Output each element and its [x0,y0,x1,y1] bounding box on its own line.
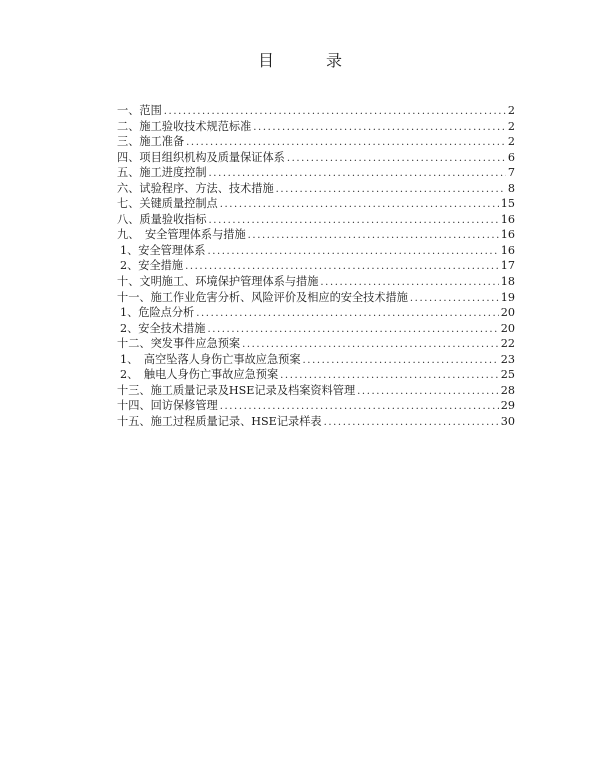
toc-page-number: 6 [507,150,515,164]
toc-page-number: 2 [507,104,515,117]
table-of-contents [117,103,515,429]
toc-entry[interactable] [117,165,515,181]
toc-dot-leader [220,197,499,213]
toc-entry[interactable] [117,398,515,414]
toc-page-number: 2 [507,119,515,133]
toc-dot-leader [220,399,499,415]
toc-entry-title: 四、项目组织机构及质量保证体系 [117,150,285,164]
toc-dot-leader [410,291,499,307]
toc-entry-title: 十一、施工作业危害分析、风险评价及相应的安全技术措施 [117,290,408,304]
toc-dot-leader [207,244,498,260]
toc-page-number: 20 [500,306,515,320]
toc-page-number: 22 [500,337,515,351]
toc-entry[interactable] [117,367,515,383]
toc-entry-title: 一、范围 [117,104,162,117]
toc-dot-leader [303,353,499,369]
toc-entry-title: 1、危险点分析 [120,306,195,320]
toc-page-number: 17 [500,259,515,273]
toc-page-number: 7 [507,166,515,180]
toc-dot-leader [164,104,506,120]
toc-dot-leader [320,275,498,291]
toc-entry-title: 2、 触电人身伤亡事故应急预案 [120,368,279,382]
toc-entry[interactable] [117,227,515,243]
toc-dot-leader [209,166,506,182]
toc-entry-title: 1、安全管理体系 [120,243,206,257]
toc-dot-leader [207,322,498,338]
toc-page-number: 28 [500,383,515,397]
toc-entry-title: 七、关键质量控制点 [117,197,218,211]
toc-entry-title: 十二、突发事件应急预案 [117,337,241,351]
toc-entry-title: 十三、施工质量记录及HSE记录及档案资料管理 [117,383,356,397]
toc-entry-title: 六、试验程序、方法、技术措施 [117,181,274,195]
toc-page-number: 16 [500,243,515,257]
toc-page-number: 8 [507,181,515,195]
toc-entry-title: 2、安全措施 [120,259,184,273]
toc-entry[interactable] [117,134,515,150]
toc-entry-title: 九、 安全管理体系与措施 [117,228,246,242]
toc-entry[interactable] [117,150,515,166]
toc-entry[interactable] [117,321,515,337]
toc-entry-title: 二、施工验收技术规范标准 [117,119,252,133]
toc-entry[interactable] [117,352,515,368]
toc-entry-title: 五、施工进度控制 [117,166,207,180]
toc-entry[interactable] [117,119,515,135]
toc-entry[interactable] [117,196,515,212]
toc-entry-title: 2、安全技术措施 [120,321,206,335]
toc-entry[interactable] [117,212,515,228]
toc-entry-title: 十五、施工过程质量记录、HSE记录样表 [117,414,322,428]
toc-page-number: 25 [500,368,515,382]
toc-dot-leader [287,151,506,167]
toc-dot-leader [185,259,499,275]
toc-entry-title: 十四、回访保修管理 [117,399,218,413]
toc-page-number: 18 [500,275,515,289]
toc-dot-leader [209,213,499,229]
toc-page-number: 19 [500,290,515,304]
toc-page-number: 16 [500,212,515,226]
toc-dot-leader [248,228,499,244]
toc-entry[interactable] [117,243,515,259]
toc-page-number: 30 [500,414,515,428]
toc-dot-leader [186,135,506,151]
toc-page-number: 16 [500,228,515,242]
toc-entry-title: 三、施工准备 [117,135,185,149]
toc-entry[interactable] [117,258,515,274]
toc-page-number: 2 [507,135,515,149]
toc-entry[interactable] [117,305,515,321]
toc-page-number: 15 [500,197,515,211]
toc-entry-title: 十、文明施工、环境保护管理体系与措施 [117,275,319,289]
toc-entry-title: 八、质量验收指标 [117,212,207,226]
toc-entry[interactable] [117,181,515,197]
toc-entry[interactable] [117,274,515,290]
toc-entry[interactable] [117,414,515,430]
toc-dot-leader [357,384,499,400]
toc-entry[interactable] [117,103,515,119]
toc-page-number: 29 [500,399,515,413]
toc-page-number: 23 [500,352,515,366]
toc-dot-leader [276,182,506,198]
toc-entry[interactable] [117,336,515,352]
toc-dot-leader [324,415,499,431]
toc-dot-leader [253,120,506,136]
toc-entry[interactable] [117,290,515,306]
toc-dot-leader [280,368,499,384]
page-title: 目 录 [257,51,360,70]
toc-entry[interactable] [117,383,515,399]
toc-page-number: 20 [500,321,515,335]
toc-dot-leader [242,337,499,353]
toc-dot-leader [196,306,499,322]
toc-entry-title: 1、 高空坠落人身伤亡事故应急预案 [120,352,301,366]
